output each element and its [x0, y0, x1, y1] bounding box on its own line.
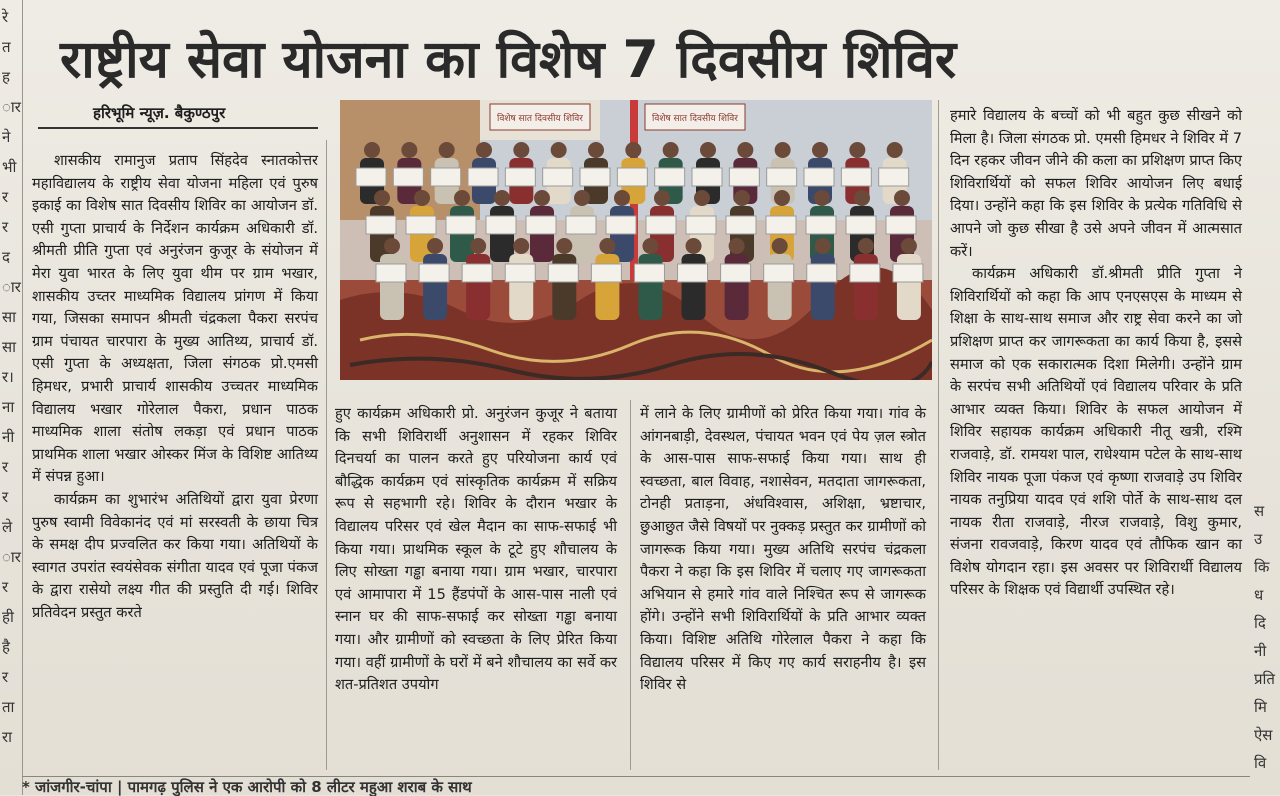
person-head	[588, 142, 604, 158]
person-head	[364, 142, 380, 158]
person-head	[384, 238, 400, 254]
right-edge-fragment: प्रति	[1254, 670, 1275, 688]
person-head	[887, 142, 903, 158]
column-1-paragraph-1: शासकीय रामानुज प्रताप सिंहदेव स्नातकोत्तर महाविद्यालय के राष्ट्रीय सेवा योजना महिला एवं पुरुष इकाई का विशेष सात दिवसीय शिविर का आयोजन डॉ. एसी गुप्ता प्राचार्य के निर्देशन कार्यक्रम अधिकारी डॉ. श्रीमती प्रीति गुप्ता एवं अनुरंजन कुजूर के संयोजन में मेरा युवा भारत के लिए युवा थीम पर ग्राम भखार, शासकीय उच्तर माध्यमिक विद्यालय प्रांगण में किया गया, जिसका समापन श्रीमती चंद्रकला पैकरा सरपंच ग्राम पंचायत चारपारा के मुख्य आतिथ्य, प्राचार्य डॉ. एसी गुप्ता के अध्यक्षता, जिला संगठक प्रो.एमसी हिमधर, प्रभारी प्राचार्य शासकीय उच्चतर माध्यमिक विद्यालय भखार गोरेलाल पैकरा, प्रधान पाठक माध्यमिक शाला संतोष लकड़ा एवं प्रधान पाठक प्राथमिक शाला भखार ओस्कर मिंज के विशिष्ट आतिथ्य में संपन्न हुआ।	[32, 152, 318, 486]
certificate	[406, 216, 436, 234]
person-head	[551, 142, 567, 158]
photo-banner-2: विशेष सात दिवसीय शिविर	[651, 114, 739, 124]
left-edge-fragment: भी	[2, 158, 17, 176]
next-article-fragment: * जांजगीर-चांपा | पामगढ़ पुलिस ने एक आरोपी को 8 लीटर महुआ शराब के साथ	[22, 776, 1250, 796]
person-head	[401, 142, 417, 158]
person-head	[737, 142, 753, 158]
right-edge-fragment: स	[1254, 502, 1265, 520]
certificate	[543, 168, 573, 186]
person-head	[654, 190, 670, 206]
person-head	[427, 238, 443, 254]
left-edge-fragment: द	[2, 248, 10, 266]
person-head	[663, 142, 679, 158]
person-head	[901, 238, 917, 254]
person-head	[513, 142, 529, 158]
person-head	[470, 238, 486, 254]
adjacent-column-right	[1250, 500, 1280, 795]
article-column-1	[32, 150, 318, 624]
person-head	[694, 190, 710, 206]
certificate	[431, 168, 461, 186]
person-head	[772, 238, 788, 254]
left-edge-fragment: र	[2, 188, 9, 206]
certificate	[634, 264, 664, 282]
certificate	[646, 216, 676, 234]
right-edge-fragment: नी	[1254, 642, 1267, 660]
article-column-3	[640, 403, 926, 697]
certificate	[591, 264, 621, 282]
column-3-paragraph: में लाने के लिए ग्रामीणों को प्रेरित किया गया। गांव के आंगनबाड़ी, देवस्थल, पंचायत भवन एवं पेय ज़ल स्त्रोत के आस-पास साफ-सफाई किया गया। साथ ही स्वच्छता, बाल विवाह, नशासेवन, मतदाता जागरूकता, टोनही प्रताड़ना, अंधविश्वास, अशिक्षा, भ्रष्टाचार, छुआछुत जैसे विषयों पर नुक्कड़ प्रस्तुत कर ग्रामीणों को जागरूक किया गया। मुख्य अतिथि सरपंच चंद्रकला पैकरा ने कहा कि इस शिविर में चलाए गए जागरूकता अभियान से हमारे गांव वाले निश्चित रूप से जागरूक होंगे। उन्होंने सभी शिविरार्थियों के प्रति आभार व्यक्त किया। विशिष्ट अतिथि गोरेलाल पैकरा ने कहा कि विद्यालय परिसर में किए गए कार्य सराहनीय है। इस शिविर से	[640, 405, 926, 694]
certificate	[376, 264, 406, 282]
certificate	[566, 216, 596, 234]
certificate	[767, 168, 797, 186]
left-edge-fragment: ार	[2, 278, 21, 296]
certificate	[804, 168, 834, 186]
person-head	[642, 238, 658, 254]
certificate	[886, 216, 916, 234]
person-head	[729, 238, 745, 254]
person-head	[599, 238, 615, 254]
certificate	[678, 264, 708, 282]
certificate	[462, 264, 492, 282]
adjacent-column-left	[0, 0, 23, 795]
column-rule-2	[630, 400, 631, 770]
person-head	[812, 142, 828, 158]
certificate	[606, 216, 636, 234]
person-head	[414, 190, 430, 206]
certificate	[446, 216, 476, 234]
person-head	[454, 190, 470, 206]
certificate	[393, 168, 423, 186]
right-edge-fragment: मि	[1254, 698, 1267, 716]
certificate	[721, 264, 751, 282]
left-edge-fragment: ले	[2, 518, 13, 536]
certificate	[617, 168, 647, 186]
left-edge-fragment: र	[2, 458, 9, 476]
right-edge-fragment: ध	[1254, 586, 1264, 604]
left-edge-fragment: ने	[2, 128, 11, 146]
certificate	[655, 168, 685, 186]
certificate	[548, 264, 578, 282]
column-4-paragraph-2: कार्यक्रम अधिकारी डॉ.श्रीमती प्रीति गुप्ता ने शिविरार्थियों को कहा कि आप एनएसएस के माध्यम से शिक्षा के साथ-साथ समाज और राष्ट्र सेवा करने का जो प्रशिक्षण प्राप्त कर जागरूकता का कार्य किया है, इससे समाज को एक सकारात्मक दिशा मिलेगी। उन्होंने ग्राम के सरपंच सभी अतिथियों एवं विद्यालय परिवार के प्रति आभार व्यक्त किया। शिविर के सफल आयोजन में शिविर सहायक कार्यक्रम अधिकारी नीतू खत्री, रश्मि राजवाड़े, डॉ. रामयश पाल, राधेश्याम पटेल के साथ-साथ शिविर नायक पूजा पंकज एवं कृष्णा राजवाड़े उप शिविर नायक तनुप्रिया यादव एवं शशि पोर्ते के साथ-साथ दल नायक रीता राजवाड़े, नीरज राजवाड़े, विशु कुमार, संजना रावजवाड़े, किरण यादव एवं तौफिक खान का विशेष योगदान रहा। इस अवसर पर शिविरार्थी विद्यालय परिसर के शिक्षक एवं विद्यार्थी उपस्थित रहे।	[950, 265, 1242, 599]
left-edge-fragment: है	[2, 638, 10, 656]
left-edge-fragment: ता	[2, 698, 15, 716]
left-edge-fragment: ना	[2, 398, 15, 416]
person-head	[476, 142, 492, 158]
certificate	[726, 216, 756, 234]
certificate	[505, 168, 535, 186]
person-head	[815, 238, 831, 254]
left-edge-fragment: र	[2, 668, 9, 686]
left-edge-fragment: सा	[2, 338, 17, 356]
headline: राष्ट्रीय सेवा योजना का विशेष 7 दिवसीय शिविर	[60, 30, 957, 90]
person-head	[849, 142, 865, 158]
certificate	[841, 168, 871, 186]
person-head	[534, 190, 550, 206]
certificate	[879, 168, 909, 186]
person-head	[574, 190, 590, 206]
column-rule-1	[326, 140, 327, 770]
certificate	[766, 216, 796, 234]
left-edge-fragment: र	[2, 218, 9, 236]
person-head	[858, 238, 874, 254]
person-head	[439, 142, 455, 158]
byline	[38, 103, 318, 129]
certificate	[807, 264, 837, 282]
person-head	[774, 190, 790, 206]
right-edge-fragment: वि	[1254, 754, 1267, 772]
certificate	[366, 216, 396, 234]
person-head	[734, 190, 750, 206]
certificate	[580, 168, 610, 186]
certificate	[505, 264, 535, 282]
news-photo	[340, 100, 932, 380]
certificate	[893, 264, 923, 282]
left-edge-fragment: रे	[2, 8, 9, 26]
certificate	[356, 168, 386, 186]
column-4-paragraph-1: हमारे विद्यालय के बच्चों को भी बहुत कुछ सीखने को मिला है। जिला संगठक प्रो. एमसी हिमधर ने शिविर में 7 दिन रहकर जीवन जीने की कला का प्रशिक्षण प्राप्त किए शिविरार्थियों को सफल शिविर आयोजन लिए बधाई दिया। उन्होंने कहा कि इस शिविर के प्रत्येक गतिविधि से आपने जो कुछ सीखा है उसे अपने जीवन में आत्मसात करें।	[950, 107, 1242, 260]
left-edge-fragment: नी	[2, 428, 15, 446]
person-head	[700, 142, 716, 158]
certificate	[850, 264, 880, 282]
certificate	[764, 264, 794, 282]
right-edge-fragment: दि	[1254, 614, 1266, 632]
person-head	[686, 238, 702, 254]
certificate	[526, 216, 556, 234]
person-head	[625, 142, 641, 158]
byline-text: हरिभूमि न्यूज़. बैकुण्ठपुर	[93, 104, 226, 122]
person-head	[854, 190, 870, 206]
person-head	[894, 190, 910, 206]
left-edge-fragment: ही	[2, 608, 14, 626]
left-edge-fragment: ार	[2, 548, 21, 566]
person-head	[374, 190, 390, 206]
left-edge-fragment: र	[2, 488, 9, 506]
article-column-4	[950, 105, 1242, 602]
certificate	[846, 216, 876, 234]
left-edge-fragment: त	[2, 38, 11, 56]
certificate	[486, 216, 516, 234]
group-photo-illustration	[340, 100, 932, 380]
left-edge-fragment: र	[2, 578, 9, 596]
left-edge-fragment: ह	[2, 68, 10, 86]
person-head	[513, 238, 529, 254]
person-head	[556, 238, 572, 254]
person-head	[814, 190, 830, 206]
left-edge-fragment: र।	[2, 368, 14, 386]
certificate	[729, 168, 759, 186]
left-edge-fragment: सा	[2, 308, 17, 326]
certificate	[468, 168, 498, 186]
article-column-2	[335, 403, 617, 697]
certificate	[692, 168, 722, 186]
certificate	[806, 216, 836, 234]
right-edge-fragment: कि	[1254, 558, 1270, 576]
column-1-paragraph-2: कार्यक्रम का शुभारंभ अतिथियों द्वारा युवा प्रेरणा पुरुष स्वामी विवेकानंद एवं मां सरस्वती के छाया चित्र के समक्ष दीप प्रज्वलित कर किया गया। अतिथियों के स्वागत उपरांत स्वयंसेवक संगीता यादव एवं पूजा पंकज के द्वारा रासेयो लक्ष्य गीत की प्रस्तुति दी गई। शिविर प्रतिवेदन प्रस्तुत करते	[32, 490, 318, 621]
column-2-paragraph: हुए कार्यक्रम अधिकारी प्रो. अनुरंजन कुजूर ने बताया कि सभी शिविरार्थी अनुशासन में रहकर शिविर दिनचर्या का पालन करते हुए परियोजना कार्य एवं बौद्धिक कार्यक्रम एवं सांस्कृतिक कार्यक्रम में सक्रिय रूप से सहभागी रहे। शिविर के दौरान भखार के विद्यालय परिसर एवं खेल मैदान का साफ-सफाई भी किया गया। प्राथमिक स्कूल के टूटे हुए शौचालय के लिए सोख्ता गड्ढा बनाया गया। ग्राम भखार, चारपारा एवं आमापारा में 15 हैंडपंपों के आस-पास नाली एवं स्नान घर की साफ-सफाई कर सोख्ता गड्ढा बनाया गया। और ग्रामीणों को स्वच्छता के लिए प्रेरित किया गया। वहीं ग्रामीणों के घरों में बने शौचालय का सर्वे कर शत-प्रतिशत उपयोग	[335, 405, 617, 694]
right-edge-fragment: ऐस	[1254, 726, 1273, 744]
left-edge-fragment: ार	[2, 98, 21, 116]
column-rule-3	[938, 100, 939, 770]
right-edge-fragment: उ	[1254, 530, 1263, 548]
certificate	[419, 264, 449, 282]
person-head	[614, 190, 630, 206]
certificate	[686, 216, 716, 234]
left-edge-fragment: रा	[2, 728, 13, 746]
person-head	[775, 142, 791, 158]
person-head	[494, 190, 510, 206]
photo-banner-1: विशेष सात दिवसीय शिविर	[496, 114, 584, 124]
